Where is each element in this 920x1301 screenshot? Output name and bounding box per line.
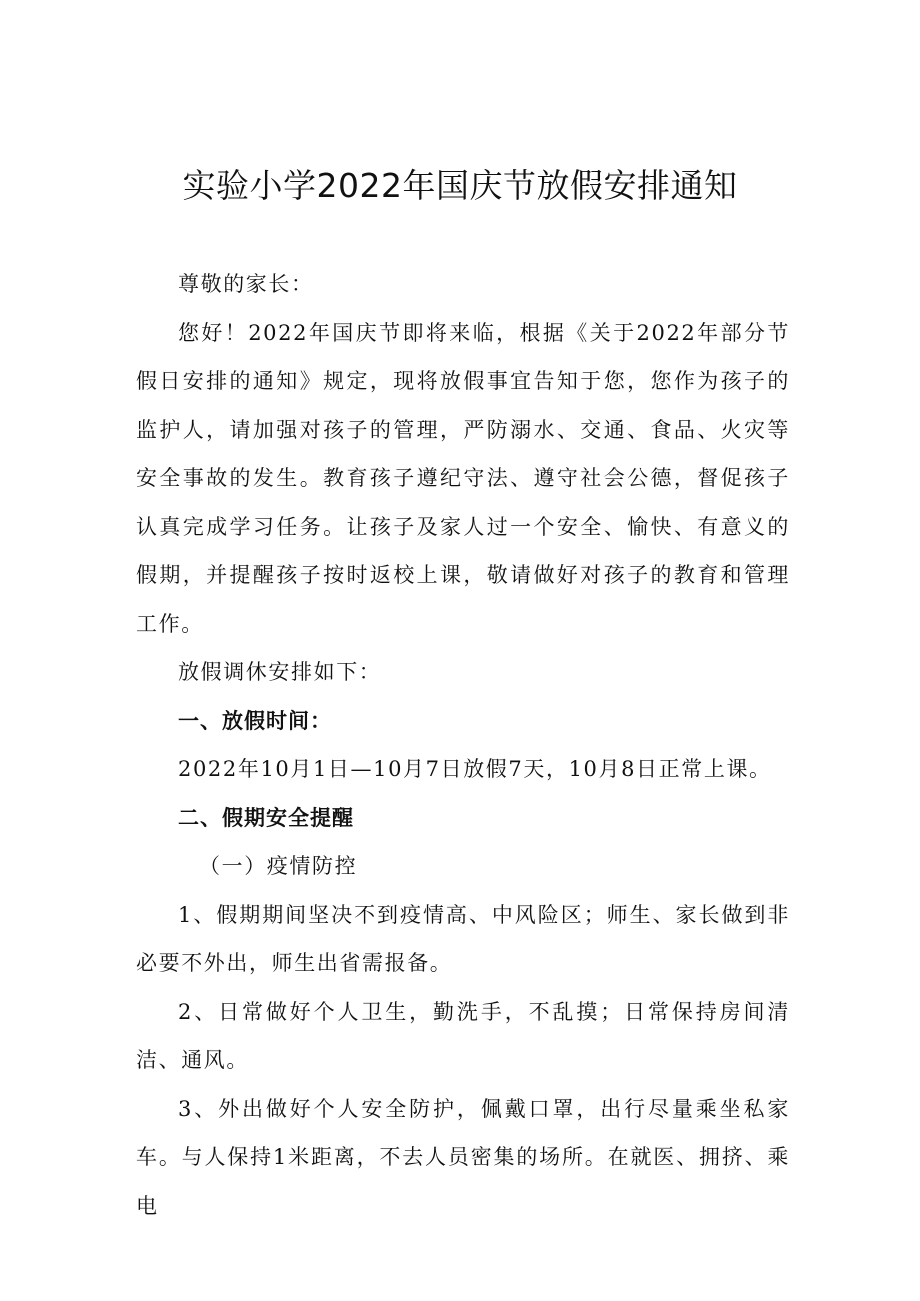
document-title: 实验小学2022年国庆节放假安排通知 [182, 166, 738, 205]
section-heading-holiday-time: 一、放假时间： [178, 708, 332, 733]
holiday-time-text: 2022年10月1日—10月7日放假7天，10月8日正常上课。 [178, 757, 772, 781]
subsection-heading-epidemic: （一）疫情防控 [199, 854, 358, 878]
document-body [136, 260, 790, 1230]
section-heading-safety-reminder: 二、假期安全提醒 [178, 805, 354, 830]
arrangement-intro: 放假调休安排如下： [178, 660, 382, 684]
list-item: 3、外出做好个人安全防护，佩戴口罩，出行尽量乘坐私家车。与人保持1米距离，不去人员密集的场所。在就医、拥挤、乘电 [136, 1096, 790, 1218]
list-item: 1、假期期间坚决不到疫情高、中风险区；师生、家长做到非必要不外出，师生出省需报备。 [136, 902, 790, 975]
intro-paragraph: 您好！2022年国庆节即将来临，根据《关于2022年部分节假日安排的通知》规定，现将放假事宜告知于您，您作为孩子的监护人，请加强对孩子的管理，严防溺水、交通、食品、火灾等安全事故的发生。教育孩子遵纪守法、遵守社会公德，督促孩子认真完成学习任务。让孩子及家人过一个安全、愉快、有意义的假期，并提醒孩子按时返校上课，敬请做好对孩子的教育和管理工作。 [136, 320, 790, 636]
salutation: 尊敬的家长： [178, 272, 314, 296]
list-item: 2、日常做好个人卫生，勤洗手，不乱摸；日常保持房间清洁、通风。 [136, 999, 790, 1072]
